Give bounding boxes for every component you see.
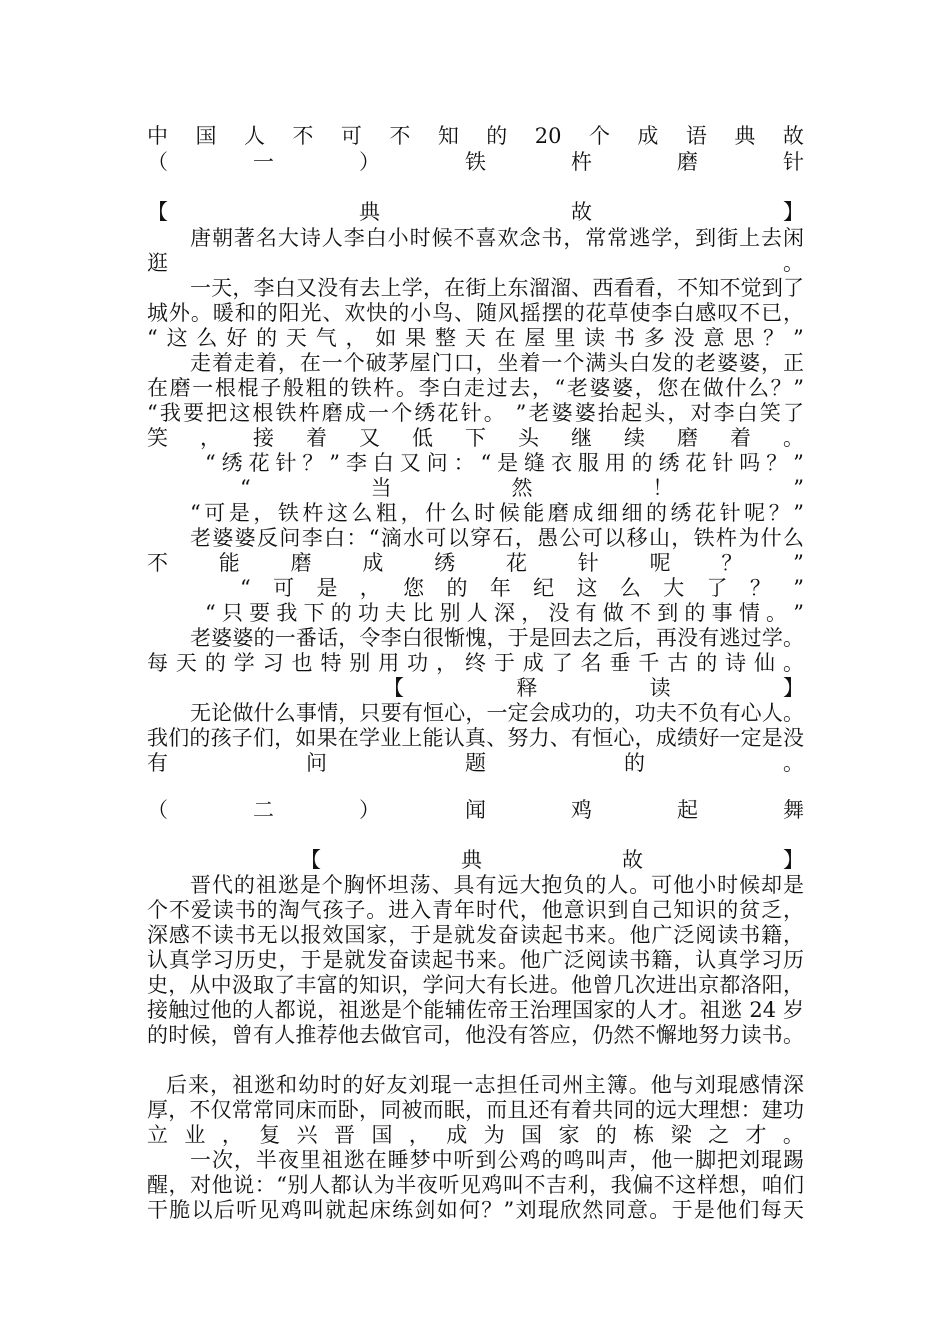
char: 语 [685, 124, 707, 148]
text-line [147, 798, 804, 823]
char: 大 [663, 576, 685, 600]
char: 的 [595, 1123, 617, 1147]
line-text: 干脆以后听见鸡叫就起床练剑如何？”刘琨欣然同意。于是他们每天 [147, 1198, 804, 1222]
line-text: 接触过他的人都说，祖逖是个能辅佐帝王治理国家的人才。祖逖 24 岁 [147, 998, 804, 1022]
char: 释 [516, 676, 538, 700]
text-line [190, 226, 804, 251]
char: 能 [218, 551, 240, 575]
line-text: 晋代的祖逖是个胸怀坦荡、具有远大抱负的人。可他小时候却是 [190, 873, 804, 897]
char: 下 [303, 601, 325, 625]
char: 夫 [385, 601, 407, 625]
char: 诗 [725, 651, 747, 675]
char: 国 [371, 1123, 393, 1147]
line-text: 我们的孩子们，如果在学业上能认真、努力、有恒心，成绩好一定是没 [147, 726, 804, 750]
char: 复 [259, 1123, 281, 1147]
char: 终 [464, 651, 486, 675]
line-text: 个不爱读书的淘气孩子。进入青年时代，他意识到自己知识的贫乏， [147, 898, 804, 922]
text-line [147, 251, 804, 276]
char: “ [147, 326, 158, 350]
text-line [190, 526, 804, 551]
char: ！ [652, 476, 674, 500]
char: 【 [147, 200, 168, 224]
char: “ [205, 601, 216, 625]
char: 纪 [533, 576, 555, 600]
char: 不 [147, 551, 168, 575]
char: 天 [285, 326, 307, 350]
char: 。 [783, 426, 804, 450]
char: 情 [738, 601, 760, 625]
line-text: 无论做什么事情，只要有恒心，一定会成功的，功夫不负有心人。 [190, 701, 804, 725]
char: ） [359, 798, 380, 822]
char: 之 [708, 1123, 730, 1147]
text-line [147, 751, 804, 776]
text-line [147, 200, 804, 225]
char: 绣 [221, 451, 243, 475]
text-line [147, 401, 804, 426]
text-line [147, 551, 804, 576]
char: ， [345, 326, 367, 350]
char: 又 [399, 451, 421, 475]
char: ” [329, 451, 341, 475]
char: 读 [649, 676, 671, 700]
char: 典 [461, 848, 482, 872]
char: 古 [667, 651, 689, 675]
char: 人 [466, 601, 488, 625]
char: 可 [340, 124, 362, 148]
char: 成 [522, 651, 544, 675]
char: 二 [253, 798, 274, 822]
char: 接 [253, 426, 274, 450]
char: ？ [302, 451, 324, 475]
char: 又 [359, 426, 380, 450]
char: 知 [437, 124, 459, 148]
text-line [147, 998, 804, 1023]
char: 成 [637, 124, 659, 148]
char: 意 [703, 326, 725, 350]
char: 典 [359, 200, 380, 224]
line-text: 厚，不仅常常同床而卧，同被而眠，而且还有着共同的远大理想：建功 [147, 1098, 804, 1122]
char: 只 [221, 601, 243, 625]
char: 用 [604, 451, 626, 475]
char: 学 [233, 651, 255, 675]
char: 也 [291, 651, 313, 675]
char: 是 [316, 576, 338, 600]
text-line [190, 501, 804, 526]
char: ” [793, 476, 804, 500]
char: 人 [243, 124, 265, 148]
char: 才 [745, 1123, 767, 1147]
char: 兴 [296, 1123, 318, 1147]
char: 晋 [334, 1123, 356, 1147]
char: 我 [276, 601, 298, 625]
text-line [147, 923, 804, 948]
char: 天 [175, 651, 197, 675]
char: 用 [378, 651, 400, 675]
char: 如 [375, 326, 397, 350]
char: 不 [292, 124, 314, 148]
char: 呢 [649, 551, 671, 575]
line-text: 一次，半夜里祖逖在睡梦中听到公鸡的鸣叫声，他一脚把刘琨踢 [190, 1148, 804, 1172]
line-text: 史，从中汲取了丰富的知识，学问大有长进。他曾几次进出京都洛阳， [147, 973, 804, 997]
char: 仙 [754, 651, 776, 675]
line-text: “可是，铁杵这么粗，什么时候能磨成细细的绣花针呢？” [190, 501, 804, 525]
char: 于 [493, 651, 515, 675]
char: 业 [184, 1123, 206, 1147]
char: 故 [622, 848, 643, 872]
char: 家 [558, 1123, 580, 1147]
char: 笑 [147, 426, 168, 450]
char: 可 [273, 576, 295, 600]
char: 功 [407, 651, 429, 675]
line-text: “我要把这根铁杵磨成一个绣花针。 ”老婆婆抬起头，对李白笑了 [147, 401, 804, 425]
line-text: 的时候，曾有人推荐他去做官司，他没有答应，仍然不懈地努力读书。 [147, 1023, 804, 1047]
char: 。 [783, 751, 804, 775]
char: 这 [576, 576, 598, 600]
char: 。 [782, 651, 804, 675]
char: 吗 [739, 451, 761, 475]
text-line [147, 726, 804, 751]
line-text: 后来，祖逖和幼时的好友刘琨一志担任司州主簿。他与刘琨感情深 [166, 1073, 804, 1097]
char: 】 [782, 676, 804, 700]
char: 国 [521, 1123, 543, 1147]
char: 整 [435, 326, 457, 350]
char: “ [240, 476, 251, 500]
line-text: 城外。暖和的阳光、欢快的小鸟、随风摇摆的花草使李白感叹不已， [147, 301, 804, 325]
char: 闻 [465, 798, 486, 822]
char: 问 [306, 751, 327, 775]
char: 习 [262, 651, 284, 675]
char: 特 [320, 651, 342, 675]
text-line [147, 1098, 804, 1123]
text-line [147, 1173, 804, 1198]
char: 天 [464, 326, 486, 350]
char: 故 [782, 124, 804, 148]
char: 立 [147, 1123, 168, 1147]
char: 有 [575, 601, 597, 625]
line-text: 一天，李白又没有去上学，在街上东溜溜、西看看，不知不觉到了 [190, 276, 804, 300]
text-line [240, 476, 804, 501]
char: ， [408, 1123, 430, 1147]
char: 您 [403, 576, 425, 600]
char: 针 [783, 150, 804, 174]
char: 别 [349, 651, 371, 675]
text-line [190, 276, 804, 301]
char: 缝 [524, 451, 546, 475]
char: 在 [494, 326, 516, 350]
char: 到 [657, 601, 679, 625]
char: 比 [412, 601, 434, 625]
char: 着 [730, 426, 751, 450]
char: 衣 [550, 451, 572, 475]
text-line [190, 1148, 804, 1173]
char: 国 [195, 124, 217, 148]
char: ， [436, 651, 458, 675]
char: 。 [766, 601, 788, 625]
char: 李 [345, 451, 367, 475]
char: 思 [733, 326, 755, 350]
char: 好 [226, 326, 248, 350]
char: 当 [370, 476, 392, 500]
char: 功 [357, 601, 379, 625]
char: ， [221, 1123, 243, 1147]
char: 么 [619, 576, 641, 600]
char: 事 [711, 601, 733, 625]
char: 花 [505, 551, 527, 575]
char: ？ [721, 551, 743, 575]
char: 问 [426, 451, 448, 475]
text-line [147, 1198, 804, 1223]
char: 起 [677, 798, 698, 822]
char: 的 [631, 451, 653, 475]
text-line [190, 701, 804, 726]
char: 继 [571, 426, 592, 450]
text-line [147, 150, 804, 175]
char: ） [359, 150, 380, 174]
char: 书 [614, 326, 635, 350]
char: 一 [253, 150, 274, 174]
text-line [240, 576, 804, 601]
char: 年 [489, 576, 511, 600]
char: 深 [493, 601, 515, 625]
char: 【 [383, 676, 404, 700]
char: 花 [685, 451, 707, 475]
char: ？ [749, 576, 771, 600]
char: 梁 [670, 1123, 692, 1147]
text-line [147, 376, 804, 401]
text-line [147, 898, 804, 923]
char: ” [793, 551, 804, 575]
char: 读 [584, 326, 606, 350]
char: 垂 [609, 651, 631, 675]
char: 绣 [658, 451, 680, 475]
char: 。 [782, 1123, 804, 1147]
char: 的 [696, 651, 718, 675]
text-line [147, 124, 804, 149]
line-text: 走着走着，在一个破茅屋门口，坐着一个满头白发的老婆婆，正 [190, 351, 804, 375]
char: 白 [372, 451, 394, 475]
text-line [190, 351, 804, 376]
char: 没 [673, 326, 695, 350]
char: ： [453, 451, 475, 475]
char: 里 [554, 326, 576, 350]
char: 别 [439, 601, 461, 625]
text-line [190, 626, 804, 651]
char: 下 [465, 426, 486, 450]
text-line [147, 973, 804, 998]
char: 针 [275, 451, 297, 475]
char: 鸡 [571, 798, 592, 822]
char: （ [147, 150, 168, 174]
char: 千 [638, 651, 660, 675]
char: 的 [256, 326, 278, 350]
char: 是 [497, 451, 519, 475]
text-line [147, 326, 804, 351]
char: 不 [630, 601, 651, 625]
text-line [190, 873, 804, 898]
text-line [383, 676, 804, 701]
char: 】 [783, 200, 804, 224]
text-line [205, 601, 804, 626]
char: 每 [147, 651, 168, 675]
char: ？ [766, 451, 788, 475]
char: “ [205, 451, 216, 475]
text-line [166, 1073, 804, 1098]
char: 栋 [633, 1123, 655, 1147]
char: 有 [147, 751, 168, 775]
line-text: 在磨一根棍子般粗的铁杵。李白走过去，“老婆婆，您在做什么？” [147, 376, 804, 400]
char: 不 [389, 124, 411, 148]
char: ， [521, 601, 543, 625]
char: 多 [643, 326, 665, 350]
char: ， [359, 576, 381, 600]
char: 【 [300, 848, 321, 872]
char: 针 [712, 451, 734, 475]
text-line [147, 651, 804, 676]
text-line [147, 301, 804, 326]
char: “ [480, 451, 492, 475]
line-text: 认真学习历史，于是就发奋读起书来。他广泛阅读书籍，认真学习历 [147, 948, 804, 972]
char: 然 [511, 476, 533, 500]
char: 磨 [290, 551, 312, 575]
text-line [147, 426, 804, 451]
line-text: 老婆婆反问李白：“滴水可以穿石，愚公可以移山，铁杵为什么 [190, 526, 804, 550]
char: 磨 [677, 426, 698, 450]
text-line [147, 948, 804, 973]
char: 典 [734, 124, 756, 148]
char: 屋 [524, 326, 546, 350]
line-text: 醒，对他说：“别人都认为半夜听见鸡叫不吉利，我偏不这样想，咱们 [147, 1173, 804, 1197]
line-text: 深感不读书无以报效国家，于是就发奋读起书来。他广泛阅读书籍， [147, 923, 804, 947]
char: 名 [580, 651, 602, 675]
char: 磨 [677, 150, 698, 174]
char: 服 [577, 451, 599, 475]
char: 着 [306, 426, 327, 450]
char: 针 [577, 551, 599, 575]
char: ” [793, 576, 804, 600]
char: （ [147, 798, 168, 822]
char: ” [792, 326, 804, 350]
line-text: 老婆婆的一番话，令李白很惭愧，于是回去之后，再没有逃过学。 [190, 626, 804, 650]
char: 个 [588, 124, 610, 148]
char: 要 [249, 601, 271, 625]
char: 果 [405, 326, 427, 350]
char: 的 [204, 651, 226, 675]
char: 花 [248, 451, 270, 475]
char: 没 [548, 601, 570, 625]
char: 成 [362, 551, 384, 575]
char: 气 [315, 326, 337, 350]
line-text: 唐朝著名大诗人李白小时候不喜欢念书，常常逃学，到街上去闲 [190, 226, 804, 250]
char: 为 [483, 1123, 505, 1147]
char: 的 [624, 751, 645, 775]
char: 成 [446, 1123, 468, 1147]
text-line [205, 451, 804, 476]
text-line [147, 1123, 804, 1148]
char: 么 [196, 326, 218, 350]
char: 的 [446, 576, 468, 600]
char: 的 [684, 601, 706, 625]
char: 做 [602, 601, 624, 625]
char: ” [793, 601, 804, 625]
char: 中 [147, 124, 168, 148]
char: 】 [783, 848, 804, 872]
char: 题 [465, 751, 486, 775]
char: 续 [624, 426, 645, 450]
char: 故 [571, 200, 592, 224]
char: 低 [412, 426, 433, 450]
char: ， [200, 426, 221, 450]
char: 绣 [434, 551, 456, 575]
text-line [300, 848, 804, 873]
char: “ [240, 576, 251, 600]
char: 舞 [783, 798, 804, 822]
text-line [147, 1023, 804, 1048]
char: 铁 [465, 150, 486, 174]
char: 杵 [571, 150, 592, 174]
char: 。 [783, 251, 804, 275]
char: 20 [534, 124, 562, 148]
char: 的 [486, 124, 508, 148]
char: 这 [166, 326, 188, 350]
char: ” [793, 451, 804, 475]
char: 头 [518, 426, 539, 450]
char: 逛 [147, 251, 168, 275]
char: 了 [551, 651, 573, 675]
char: 的 [330, 601, 352, 625]
char: 了 [706, 576, 728, 600]
char: ？ [763, 326, 785, 350]
